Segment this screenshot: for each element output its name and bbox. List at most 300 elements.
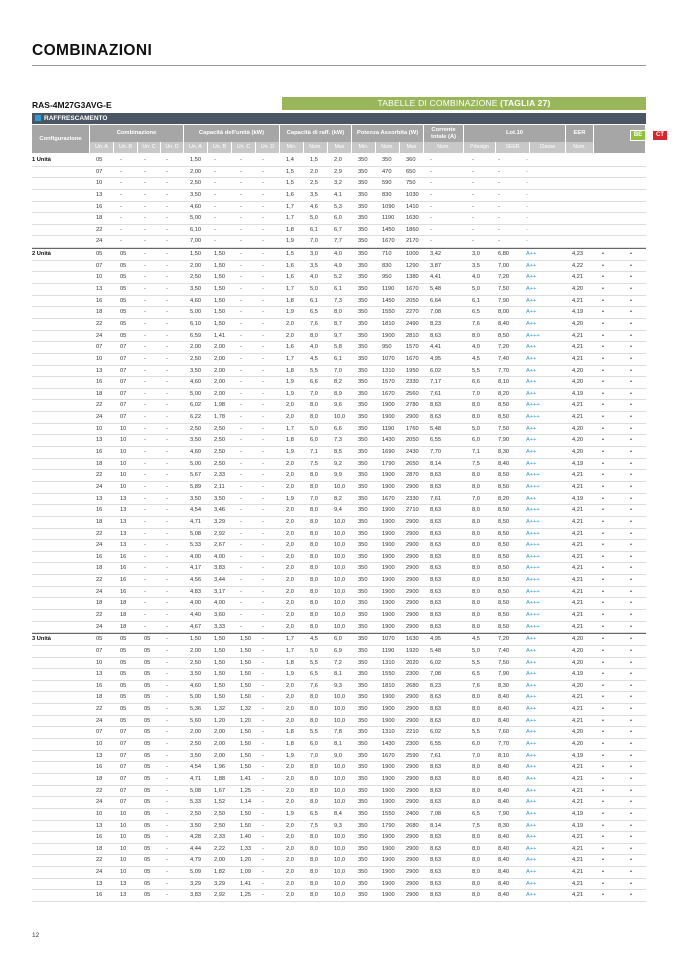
table-cell: • [602, 682, 604, 689]
table-cell: 1,8 [286, 367, 294, 374]
table-cell: 7,0 [310, 390, 318, 397]
table-row [32, 658, 646, 670]
table-cell: • [602, 495, 604, 502]
table-cell: - [166, 483, 168, 490]
table-cell: 2,0 [286, 565, 294, 572]
table-cell: 3,83 [190, 892, 202, 899]
table-cell: 2900 [406, 600, 419, 607]
table-cell: 2170 [406, 238, 419, 245]
table-cell: 05 [144, 671, 151, 678]
table-cell: 4,20 [572, 636, 584, 643]
energy-class: A++ [526, 286, 537, 293]
table-cell: 6,5 [472, 810, 480, 817]
table-row [32, 248, 646, 261]
table-cell: 05 [120, 251, 127, 258]
table-cell: - [472, 203, 474, 210]
table-cell: 1310 [382, 659, 395, 666]
energy-class: A++ [526, 729, 537, 736]
table-cell: 6,0 [334, 636, 342, 643]
table-cell: 4,21 [572, 717, 584, 724]
table-cell: 6,02 [430, 659, 442, 666]
energy-class: A++ [526, 297, 537, 304]
table-cell: 2,00 [214, 857, 226, 864]
table-cell: 24 [96, 332, 103, 339]
table-cell: 18 [120, 611, 127, 618]
table-cell: 24 [96, 588, 103, 595]
table-cell: - [240, 390, 242, 397]
table-cell: 8,30 [498, 822, 510, 829]
table-cell: 1900 [382, 518, 395, 525]
table-cell: - [262, 460, 264, 467]
energy-class: A+++ [526, 611, 540, 618]
table-cell: • [602, 810, 604, 817]
table-cell: 2900 [406, 611, 419, 618]
table-cell: 8,0 [310, 588, 318, 595]
energy-class: A+++ [526, 565, 540, 572]
table-cell: 2810 [406, 332, 419, 339]
table-cell: 4,21 [572, 799, 584, 806]
header-subcolumn: Min. [280, 142, 304, 153]
table-cell: 4,19 [572, 752, 584, 759]
table-cell: 350 [358, 226, 368, 233]
energy-class: A+++ [526, 588, 540, 595]
energy-class: A+++ [526, 507, 540, 514]
table-cell: • [602, 869, 604, 876]
table-cell: 8,50 [498, 414, 510, 421]
table-cell: - [472, 215, 474, 222]
table-cell: 4,21 [572, 472, 584, 479]
table-cell: 05 [96, 157, 103, 163]
table-cell: - [166, 518, 168, 525]
table-cell: - [240, 565, 242, 572]
table-cell: 1,50 [240, 822, 252, 829]
table-cell: 2,92 [214, 892, 226, 899]
table-cell: 1950 [406, 367, 419, 374]
table-cell: - [166, 390, 168, 397]
table-cell: - [144, 191, 146, 198]
energy-class: A++ [526, 717, 537, 724]
table-cell: 7,70 [498, 367, 510, 374]
table-cell: 4,20 [572, 425, 584, 432]
table-cell: 10,0 [334, 717, 346, 724]
table-row [32, 832, 646, 844]
energy-class: A++ [526, 741, 537, 748]
table-cell: • [630, 542, 632, 549]
table-cell: 8,2 [334, 379, 342, 386]
table-cell: 16 [96, 892, 103, 899]
table-cell: 350 [358, 799, 368, 806]
table-cell: 4,21 [572, 530, 584, 537]
table-cell: 9,0 [334, 752, 342, 759]
table-cell: • [602, 647, 604, 654]
table-cell: 7,6 [310, 320, 318, 327]
table-cell: • [630, 309, 632, 316]
table-cell: 18 [96, 845, 103, 852]
table-cell: 8,50 [498, 483, 510, 490]
table-row [32, 342, 646, 354]
table-cell: - [240, 320, 242, 327]
table-cell: 8,40 [498, 880, 510, 887]
table-cell: 2400 [406, 810, 419, 817]
table-cell: 13 [120, 507, 127, 514]
table-cell: - [240, 483, 242, 490]
table-cell: 4,95 [430, 355, 442, 362]
table-cell: • [602, 425, 604, 432]
table-cell: 8,0 [472, 799, 480, 806]
table-cell: 4,19 [572, 309, 584, 316]
table-cell: - [240, 344, 242, 351]
table-row [32, 587, 646, 599]
table-cell: 350 [358, 880, 368, 887]
table-cell: 5,5 [472, 659, 480, 666]
table-cell: 4,00 [190, 553, 202, 560]
table-cell: 350 [358, 682, 368, 689]
table-cell: 1,78 [214, 414, 226, 421]
table-cell: - [240, 309, 242, 316]
table-cell: - [262, 390, 264, 397]
table-cell: 1670 [382, 238, 395, 245]
table-cell: 1,5 [286, 180, 294, 187]
group-label: 3 Unità [32, 636, 51, 643]
table-cell: 18 [96, 694, 103, 701]
table-cell: 2270 [406, 309, 419, 316]
table-cell: 2,33 [214, 472, 226, 479]
table-cell: 2900 [406, 694, 419, 701]
table-cell: - [166, 309, 168, 316]
table-row [32, 890, 646, 902]
table-cell: 1,50 [240, 671, 252, 678]
table-cell: 350 [358, 390, 368, 397]
table-cell: • [602, 636, 604, 643]
table-cell: 1860 [406, 226, 419, 233]
table-cell: 2710 [406, 507, 419, 514]
table-cell: 2900 [406, 775, 419, 782]
table-cell: 2,0 [286, 332, 294, 339]
table-cell: 1900 [382, 880, 395, 887]
table-cell: 4,60 [190, 297, 202, 304]
table-cell: - [166, 215, 168, 222]
table-cell: 350 [358, 507, 368, 514]
table-cell: 1900 [382, 507, 395, 514]
table-cell: 1430 [382, 437, 395, 444]
table-cell: 10,0 [334, 611, 346, 618]
table-cell: • [602, 379, 604, 386]
energy-class: - [526, 168, 528, 175]
table-cell: - [144, 588, 146, 595]
table-cell: 1670 [382, 390, 395, 397]
table-cell: 9,6 [334, 402, 342, 409]
table-cell: - [472, 226, 474, 233]
table-cell: 2,0 [286, 869, 294, 876]
table-cell: - [144, 565, 146, 572]
table-cell: 24 [96, 542, 103, 549]
table-cell: 5,33 [190, 542, 202, 549]
table-cell: 8,0 [310, 577, 318, 584]
table-cell: 5,00 [190, 215, 202, 222]
table-cell: 2870 [406, 472, 419, 479]
table-cell: 05 [144, 834, 151, 841]
table-cell: 4,60 [190, 379, 202, 386]
table-cell: 5,89 [190, 483, 202, 490]
table-cell: 10 [120, 845, 127, 852]
table-row [32, 727, 646, 739]
table-cell: 3,29 [214, 880, 226, 887]
table-cell: • [602, 706, 604, 713]
table-cell: - [166, 507, 168, 514]
table-cell: 24 [96, 869, 103, 876]
table-row [32, 331, 646, 343]
table-cell: - [240, 530, 242, 537]
table-cell: 4,21 [572, 787, 584, 794]
table-cell: • [630, 425, 632, 432]
table-cell: - [262, 203, 264, 210]
table-cell: 4,60 [190, 449, 202, 456]
table-cell: 2,00 [214, 344, 226, 351]
energy-class: A++ [526, 857, 537, 864]
energy-class: A++ [526, 706, 537, 713]
table-cell: 1,50 [214, 274, 226, 281]
table-cell: - [262, 845, 264, 852]
table-cell: 2900 [406, 414, 419, 421]
table-cell: 1,50 [190, 636, 202, 643]
table-cell: 1,50 [240, 764, 252, 771]
table-cell: - [166, 799, 168, 806]
table-cell: • [602, 577, 604, 584]
table-cell: 1,4 [286, 157, 294, 163]
table-cell: 8,0 [472, 706, 480, 713]
table-cell: 4,21 [572, 764, 584, 771]
table-cell: 7,08 [430, 810, 442, 817]
table-cell: - [472, 180, 474, 187]
table-cell: 1900 [382, 623, 395, 630]
table-row [32, 844, 646, 856]
table-cell: 5,3 [334, 203, 342, 210]
table-cell: • [630, 460, 632, 467]
table-cell: 8,63 [430, 880, 442, 887]
table-cell: 950 [382, 274, 392, 281]
header-combinazione: Combinazione [90, 125, 184, 142]
table-cell: 16 [120, 553, 127, 560]
table-cell: 2,0 [286, 577, 294, 584]
table-cell: 2430 [406, 449, 419, 456]
table-cell: 6,02 [190, 402, 202, 409]
table-cell: 8,63 [430, 694, 442, 701]
section-square-icon [35, 115, 41, 121]
table-cell: - [166, 810, 168, 817]
table-cell: 5,00 [190, 309, 202, 316]
table-cell: 8,0 [310, 775, 318, 782]
table-cell: 350 [358, 344, 368, 351]
table-cell: 2650 [406, 460, 419, 467]
table-cell: 8,1 [334, 741, 342, 748]
table-cell: 350 [358, 623, 368, 630]
table-cell: 3,50 [190, 822, 202, 829]
table-cell: 1000 [406, 251, 419, 258]
table-cell: 05 [144, 636, 151, 643]
table-cell: - [240, 332, 242, 339]
table-cell: • [602, 717, 604, 724]
table-cell: 1,09 [240, 869, 252, 876]
table-cell: • [602, 764, 604, 771]
table-cell: 7,7 [334, 238, 342, 245]
table-cell: 8,63 [430, 857, 442, 864]
energy-class: A++ [526, 344, 537, 351]
table-cell: 2,50 [190, 355, 202, 362]
table-row [32, 424, 646, 436]
table-cell: 1,5 [286, 168, 294, 175]
header-subcolumn: Un. D [161, 142, 184, 153]
combination-table-body [32, 155, 646, 902]
table-cell: 1,7 [286, 203, 294, 210]
table-cell: • [630, 507, 632, 514]
header-capacita-raff: Capacità di raff. (kW) [280, 125, 352, 142]
table-cell: 10 [96, 810, 103, 817]
table-cell: 8,63 [430, 892, 442, 899]
table-cell: - [262, 799, 264, 806]
table-cell: 18 [96, 600, 103, 607]
table-cell: - [498, 238, 500, 245]
table-cell: 2,50 [190, 741, 202, 748]
table-cell: 350 [358, 483, 368, 490]
table-cell: 5,00 [190, 694, 202, 701]
table-cell: 350 [358, 286, 368, 293]
table-cell: 4,00 [190, 600, 202, 607]
table-cell: 1900 [382, 706, 395, 713]
energy-class: A++ [526, 834, 537, 841]
table-cell: 1,25 [240, 892, 252, 899]
table-cell: 1900 [382, 892, 395, 899]
table-cell: - [120, 157, 122, 163]
table-cell: 4,21 [572, 414, 584, 421]
table-cell: 10 [120, 449, 127, 456]
table-cell: 1380 [406, 274, 419, 281]
table-cell: 5,0 [472, 286, 480, 293]
header-eer: EER [566, 125, 594, 142]
table-cell: 350 [358, 553, 368, 560]
table-cell: 4,41 [430, 274, 442, 281]
table-cell: • [630, 717, 632, 724]
table-cell: 350 [358, 203, 368, 210]
table-cell: 2900 [406, 787, 419, 794]
energy-class: A++ [526, 437, 537, 444]
table-cell: 05 [144, 752, 151, 759]
table-cell: 8,0 [472, 507, 480, 514]
table-cell: 07 [120, 729, 127, 736]
table-cell: 1,20 [240, 857, 252, 864]
table-cell: 4,21 [572, 880, 584, 887]
table-cell: • [602, 787, 604, 794]
table-cell: • [630, 262, 632, 269]
table-row [32, 494, 646, 506]
table-cell: - [166, 892, 168, 899]
table-cell: 4,0 [310, 344, 318, 351]
table-cell: 1,9 [286, 449, 294, 456]
table-cell: - [240, 600, 242, 607]
table-cell: - [120, 203, 122, 210]
table-cell: 8,63 [430, 623, 442, 630]
table-cell: 1,9 [286, 390, 294, 397]
table-cell: 1,50 [190, 251, 202, 258]
table-cell: 8,0 [472, 717, 480, 724]
table-row [32, 272, 646, 284]
table-cell: 7,90 [498, 671, 510, 678]
table-cell: - [144, 320, 146, 327]
table-cell: • [602, 390, 604, 397]
energy-class: A++ [526, 449, 537, 456]
table-cell: 5,08 [190, 530, 202, 537]
table-cell: 4,20 [572, 647, 584, 654]
table-cell: 16 [96, 449, 103, 456]
table-cell: • [630, 390, 632, 397]
table-cell: - [262, 157, 264, 163]
table-cell: 07 [96, 729, 103, 736]
table-cell: 2,00 [214, 390, 226, 397]
table-cell: - [262, 869, 264, 876]
table-cell: - [214, 180, 216, 187]
table-cell: 07 [120, 752, 127, 759]
table-cell: 1900 [382, 472, 395, 479]
table-cell: • [602, 752, 604, 759]
table-cell: 8,0 [310, 332, 318, 339]
table-cell: • [602, 834, 604, 841]
table-cell: 4,6 [310, 203, 318, 210]
table-cell: 2300 [406, 741, 419, 748]
table-cell: 2,50 [190, 425, 202, 432]
table-cell: • [630, 379, 632, 386]
table-cell: 7,61 [430, 752, 442, 759]
table-cell: 8,0 [310, 623, 318, 630]
table-cell: - [120, 226, 122, 233]
table-cell: - [120, 168, 122, 175]
table-cell: 1670 [406, 355, 419, 362]
table-cell: 6,5 [472, 671, 480, 678]
table-cell: 18 [96, 390, 103, 397]
table-cell: 6,10 [190, 320, 202, 327]
energy-class: A++ [526, 390, 537, 397]
table-cell: 3,60 [214, 611, 226, 618]
table-cell: • [630, 355, 632, 362]
table-cell: - [430, 168, 432, 175]
table-cell: 07 [120, 390, 127, 397]
table-cell: • [602, 262, 604, 269]
table-cell: - [166, 437, 168, 444]
table-cell: 1410 [406, 203, 419, 210]
table-cell: - [144, 402, 146, 409]
table-cell: 8,0 [310, 845, 318, 852]
table-cell: - [144, 553, 146, 560]
table-cell: - [166, 274, 168, 281]
table-cell: 350 [358, 857, 368, 864]
table-cell: - [262, 834, 264, 841]
table-cell: 1,8 [286, 297, 294, 304]
table-cell: 2,0 [286, 706, 294, 713]
table-cell: 3,0 [310, 251, 318, 258]
table-cell: - [240, 425, 242, 432]
table-cell: 7,0 [472, 390, 480, 397]
table-cell: • [602, 518, 604, 525]
table-cell: - [262, 297, 264, 304]
table-cell: 8,50 [498, 518, 510, 525]
table-cell: 1900 [382, 600, 395, 607]
table-cell: - [262, 880, 264, 887]
table-cell: 4,28 [190, 834, 202, 841]
energy-class: A+++ [526, 472, 540, 479]
table-cell: - [166, 600, 168, 607]
table-cell: 8,0 [472, 623, 480, 630]
table-cell: 8,50 [498, 565, 510, 572]
table-row [32, 517, 646, 529]
table-cell: 1,33 [240, 845, 252, 852]
